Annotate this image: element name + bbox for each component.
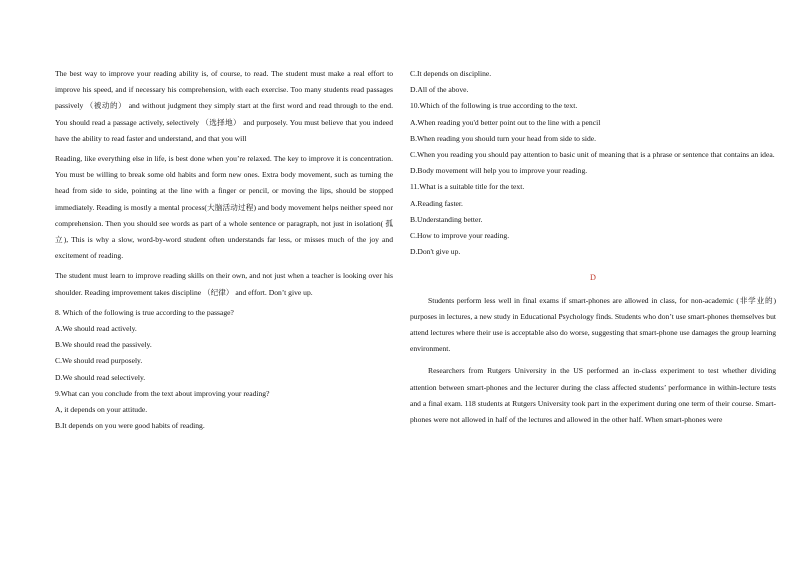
- option-8b: B.We should read the passively.: [55, 340, 152, 350]
- option-9a: A, it depends on your attitude.: [55, 405, 148, 415]
- option-10d: D.Body movement will help you to improve your reading.: [410, 166, 588, 176]
- option-11d: D.Don't give up.: [410, 247, 461, 257]
- option-11c: C.How to improve your reading.: [410, 231, 510, 241]
- option-10b: B.When reading you should turn your head from side to side.: [410, 133, 597, 143]
- question-8: 8. Which of the following is true according to the passage?: [55, 307, 234, 317]
- question-10: 10.Which of the following is true according to the text.: [410, 101, 578, 111]
- question-9: 9.What can you conclude from the text about improving your reading?: [55, 388, 270, 398]
- option-8a: A.We should read actively.: [55, 324, 137, 334]
- passage-d-paragraph-1: Students perform less well in final exams if smart-phones are allowed in class, for non-academic (非学业的) purposes in lectures, a new study in Educational Psychology finds. Students who don’t use smart-phones themselves but attend lectures where their use is acceptable also do worse, suggesting that smart-phone use damages the group learning environment.: [410, 295, 776, 354]
- section-letter: D: [590, 273, 596, 283]
- option-11a: A.Reading faster.: [410, 198, 463, 208]
- left-column: [55, 66, 393, 434]
- option-9d: D.All of the above.: [410, 85, 469, 95]
- passage-paragraph-3: The student must learn to improve reading skills on their own, and not just when a teacher is looking over his shoulder. Reading improvement takes discipline （纪律） and effort. Don’t give up.: [55, 271, 393, 297]
- passage-d-paragraph-2: Researchers from Rutgers University in the US performed an in-class experiment to test whether dividing attention between smart-phones and the lecturer during the class affected students’ performance in within-lecture tests and a final exam. 118 students at Rutgers University took part in the experiment during one term of their course. Smart-phones were not allowed in half of the lectures and allowed in the other half. When smart-phones were: [410, 366, 776, 425]
- passage-paragraph-1: The best way to improve your reading ability is, of course, to read. The student must make a real effort to improve his speed, and if necessary his comprehension, with each exercise. Too many students read passages passively （被动的） and without judgment they simply start at the first word and read through to the end. You should read a passage actively, selectively （选择地） and purposely. You must believe that you indeed have the ability to read faster and understand, and that you will: [55, 69, 393, 143]
- right-column: [410, 66, 776, 434]
- option-11b: B.Understanding better.: [410, 214, 483, 224]
- question-list: [55, 305, 393, 435]
- option-8d: D.We should read selectively.: [55, 372, 146, 382]
- question-11: 11.What is a suitable title for the text.: [410, 182, 525, 192]
- question-list-continued: [410, 66, 776, 260]
- passage-paragraph-2: Reading, like everything else in life, is best done when you’re relaxed. The key to improve it is concentration. You must be willing to break some old habits and form new ones. Extra body movement, such as turning the head from side to side, pointing at the line with a finger or pencil, or moving the lips, should be stopped immediately. Reading is mostly a mental process(大脑活动过程) and body movement helps neither speed nor comprehension. Then you should see words as part of a whole sentence or paragraph, not just in isolation( 孤立), This is why a slow, word-by-word student often understands far less, or misses much of the joy and excitement of reading.: [55, 154, 393, 261]
- option-10a: A.When reading you'd better point out to the line with a pencil: [410, 117, 601, 127]
- option-9b: B.It depends on you were good habits of reading.: [55, 421, 205, 431]
- option-8c: C.We should read purposely.: [55, 356, 143, 366]
- option-10c: C.When you reading you should pay attention to basic unit of meaning that is a phrase or sentence that contains an idea.: [410, 150, 775, 160]
- option-9c: C.It depends on discipline.: [410, 69, 492, 78]
